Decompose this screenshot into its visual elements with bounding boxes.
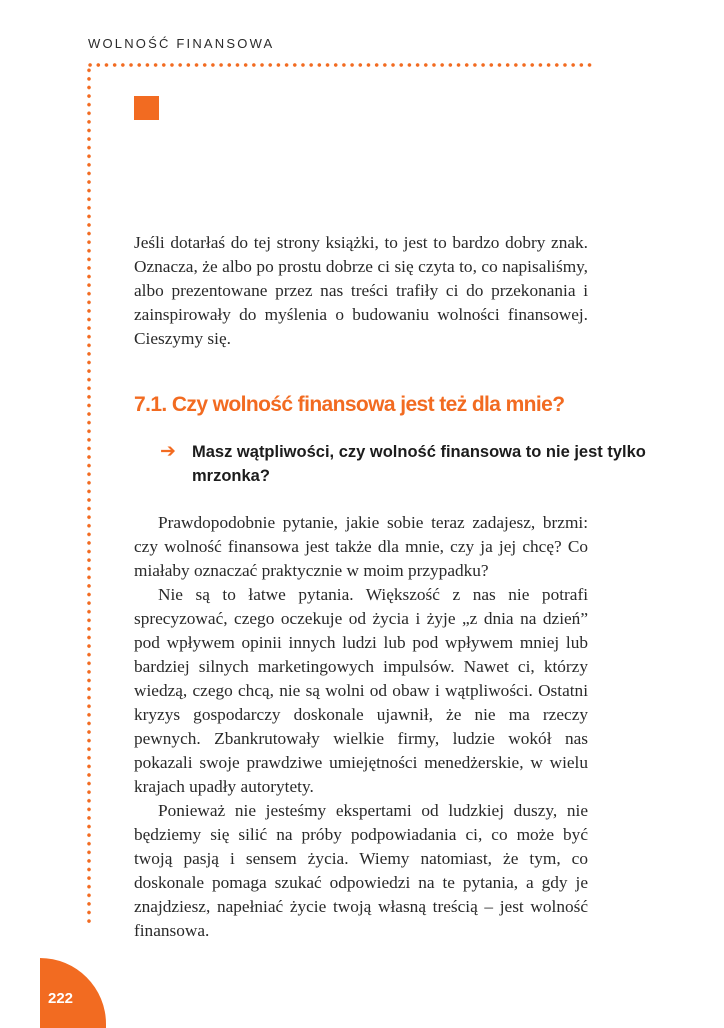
question-callout (160, 440, 724, 488)
page-number: 222 (48, 990, 74, 1007)
paragraph: Nie są to łatwe pytania. Większość z nas nie potrafi sprecyzować, czego oczekuje od życia i żyje „z dnia na dzień” pod wpływem opinii innych ludzi lub pod wpływem mniej lub bardziej silnych marketingowych impulsów. Nawet ci, którzy wiedzą, czego chcą, nie są wolni od obaw i wątpliwości. Ostatni kryzys gospodarczy doskonale ujawnił, że nie ma rzeczy pewnych. Zbankrutowały wielkie firmy, ludzie wokół nas pokazali swoje prawdziwe umiejętności menedżerskie, w wielu krajach upadły autorytety. (134, 585, 588, 796)
dotted-border-left (86, 66, 92, 926)
question-text: Masz wątpliwości, czy wolność finansowa to nie jest tylko mrzonka? (192, 443, 646, 485)
arrow-right-icon: ➔ (160, 441, 176, 462)
chapter-marker-square (134, 96, 159, 120)
section-heading: 7.1. Czy wolność finansowa jest też dla mnie? (134, 393, 565, 416)
paragraph: Ponieważ nie jesteśmy ekspertami od ludzkiej duszy, nie będziemy się silić na próby podpowiadania ci, co może być twoją pasją i sensem życia. Wiemy natomiast, że tym, co doskonale pomaga szukać odpowiedzi na te pytania, a gdy je znajdziesz, napełniać życie twoją własną treścią – jest wolność finansowa. (134, 801, 588, 940)
dotted-border-top (86, 62, 592, 68)
running-head: WOLNOŚĆ FINANSOWA (88, 36, 275, 51)
paragraph: Prawdopodobnie pytanie, jakie sobie teraz zadajesz, brzmi: czy wolność finansowa jest także dla mnie, czy ja jej chcę? Co miałaby oznaczać praktycznie w moim przypadku? (134, 513, 588, 580)
intro-paragraph: Jeśli dotarłaś do tej strony książki, to jest to bardzo dobry znak. Oznacza, że albo po prostu dobrze ci się czyta to, co napisaliśmy, albo prezentowane przez nas treści trafiły ci do przekonania i zainspirowały do myślenia o budowaniu wolności finansowej. Cieszymy się. (134, 233, 588, 348)
main-text (134, 511, 588, 943)
